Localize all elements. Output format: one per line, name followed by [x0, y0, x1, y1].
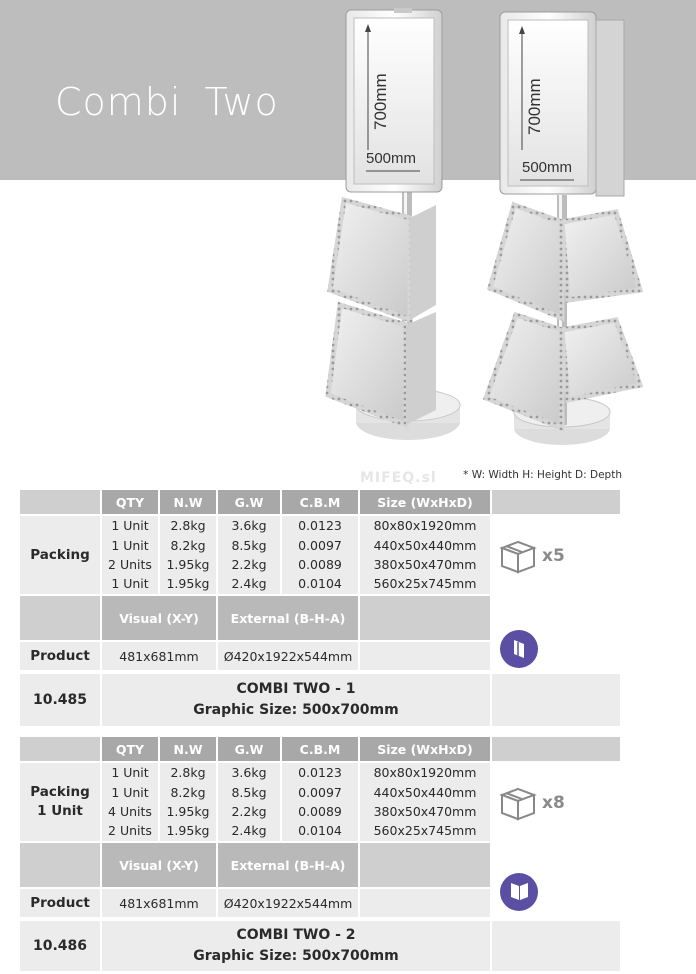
carton-indicator	[498, 536, 565, 576]
product-name: COMBI TWO - 1	[236, 681, 356, 697]
blank-cell	[360, 596, 490, 640]
dimension-note: * W: Width H: Height D: Depth	[463, 469, 622, 481]
width-dimension-label-2: 500mm	[522, 159, 573, 176]
height-dimension-label-2: 700mm	[525, 78, 544, 135]
stand-one	[328, 8, 460, 440]
size-value: 80x80x1920mm	[373, 765, 477, 781]
qty-value: 1 Unit	[111, 765, 149, 781]
nw-value: 1.95kg	[166, 804, 210, 819]
blank-cell	[492, 674, 620, 726]
header-blank	[20, 490, 100, 514]
cbm-value: 0.0089	[298, 557, 342, 572]
header-gw: G.W	[218, 737, 280, 761]
header-size: Size (WxHxD)	[360, 490, 490, 514]
box-count: x5	[542, 546, 565, 566]
qty-value: 1 Unit	[111, 537, 149, 553]
header-qty: QTY	[102, 490, 158, 514]
header-cbm: C.B.M	[282, 490, 358, 514]
header-external: External (B-H-A)	[218, 596, 358, 640]
size-column	[360, 763, 490, 841]
nw-value: 1.95kg	[166, 576, 210, 592]
product-illustration	[300, 0, 696, 470]
gw-value: 2.2kg	[231, 804, 267, 819]
header-blank-right	[492, 737, 620, 761]
cbm-value: 0.0097	[298, 537, 342, 553]
page-title: Combi Two	[55, 80, 279, 124]
header-visual: Visual (X-Y)	[102, 596, 216, 640]
watermark: MIFEQ.sl	[360, 470, 437, 486]
size-value: 380x50x470mm	[373, 804, 477, 819]
qty-column	[102, 516, 158, 594]
nw-value: 1.95kg	[166, 823, 210, 839]
product-title	[102, 921, 490, 971]
size-value: 440x50x440mm	[373, 784, 477, 800]
gw-value: 8.5kg	[231, 784, 267, 800]
product-code: 10.486	[20, 921, 100, 971]
cbm-column	[282, 516, 358, 594]
header-gw: G.W	[218, 490, 280, 514]
gw-value: 2.4kg	[231, 576, 267, 592]
gw-value: 2.4kg	[231, 823, 267, 839]
header-blank-right	[492, 490, 620, 514]
size-value: 560x25x745mm	[373, 576, 477, 592]
product-label: Product	[20, 889, 100, 917]
qty-value: 1 Unit	[111, 518, 149, 534]
graphic-size: Graphic Size: 500x700mm	[193, 948, 399, 964]
cbm-value: 0.0104	[298, 576, 342, 592]
header-blank	[20, 737, 100, 761]
blank-cell	[360, 642, 490, 670]
size-value: 560x25x745mm	[373, 823, 477, 839]
cbm-value: 0.0089	[298, 804, 342, 819]
product-badge-icon	[500, 630, 538, 668]
visual-value: 481x681mm	[102, 642, 216, 670]
header-external: External (B-H-A)	[218, 843, 358, 887]
carton-box-icon	[498, 783, 538, 823]
gw-column	[218, 516, 280, 594]
header-size: Size (WxHxD)	[360, 737, 490, 761]
gw-column	[218, 763, 280, 841]
size-column	[360, 516, 490, 594]
nw-value: 8.2kg	[170, 784, 206, 800]
blank-cell	[492, 921, 620, 971]
stand-two	[486, 12, 640, 445]
product-code: 10.485	[20, 674, 100, 726]
qty-value: 1 Unit	[111, 576, 149, 592]
packing-label: Packing	[20, 516, 100, 594]
nw-value: 2.8kg	[170, 518, 206, 534]
qty-column	[102, 763, 158, 841]
qty-value: 2 Units	[108, 557, 152, 572]
cbm-value: 0.0123	[298, 765, 342, 781]
packing-label-text: Packing	[30, 784, 90, 800]
nw-value: 2.8kg	[170, 765, 206, 781]
graphic-size: Graphic Size: 500x700mm	[193, 702, 399, 718]
visual-value: 481x681mm	[102, 889, 216, 917]
header-cbm: C.B.M	[282, 737, 358, 761]
nw-column	[160, 763, 216, 841]
qty-value: 2 Units	[108, 823, 152, 839]
product-name: COMBI TWO - 2	[236, 927, 356, 943]
size-value: 380x50x470mm	[373, 557, 477, 572]
height-dimension-label: 700mm	[371, 73, 390, 130]
box-count: x8	[542, 793, 565, 813]
blank-cell	[360, 843, 490, 887]
spec-table-2	[20, 737, 620, 974]
width-dimension-label: 500mm	[366, 150, 417, 167]
nw-value: 8.2kg	[170, 537, 206, 553]
gw-value: 3.6kg	[231, 518, 267, 534]
external-value: Ø420x1922x544mm	[218, 642, 358, 670]
gw-value: 2.2kg	[231, 557, 267, 572]
external-value: Ø420x1922x544mm	[218, 889, 358, 917]
product-title	[102, 674, 490, 726]
nw-column	[160, 516, 216, 594]
carton-indicator	[498, 783, 565, 823]
header-visual: Visual (X-Y)	[102, 843, 216, 887]
nw-value: 1.95kg	[166, 557, 210, 572]
size-value: 80x80x1920mm	[373, 518, 477, 534]
qty-value: 4 Units	[108, 804, 152, 819]
product-label: Product	[20, 642, 100, 670]
packing-sub-text: 1 Unit	[37, 803, 83, 819]
cbm-value: 0.0104	[298, 823, 342, 839]
product-badge-icon	[500, 873, 538, 911]
spec-table-1	[20, 490, 620, 730]
header-nw: N.W	[160, 490, 216, 514]
size-value: 440x50x440mm	[373, 537, 477, 553]
blank-cell	[20, 843, 100, 887]
qty-value: 1 Unit	[111, 784, 149, 800]
header-qty: QTY	[102, 737, 158, 761]
cbm-value: 0.0123	[298, 518, 342, 534]
blank-cell	[20, 596, 100, 640]
gw-value: 8.5kg	[231, 537, 267, 553]
cbm-column	[282, 763, 358, 841]
blank-cell	[360, 889, 490, 917]
header-nw: N.W	[160, 737, 216, 761]
packing-label	[20, 763, 100, 841]
carton-box-icon	[498, 536, 538, 576]
cbm-value: 0.0097	[298, 784, 342, 800]
gw-value: 3.6kg	[231, 765, 267, 781]
